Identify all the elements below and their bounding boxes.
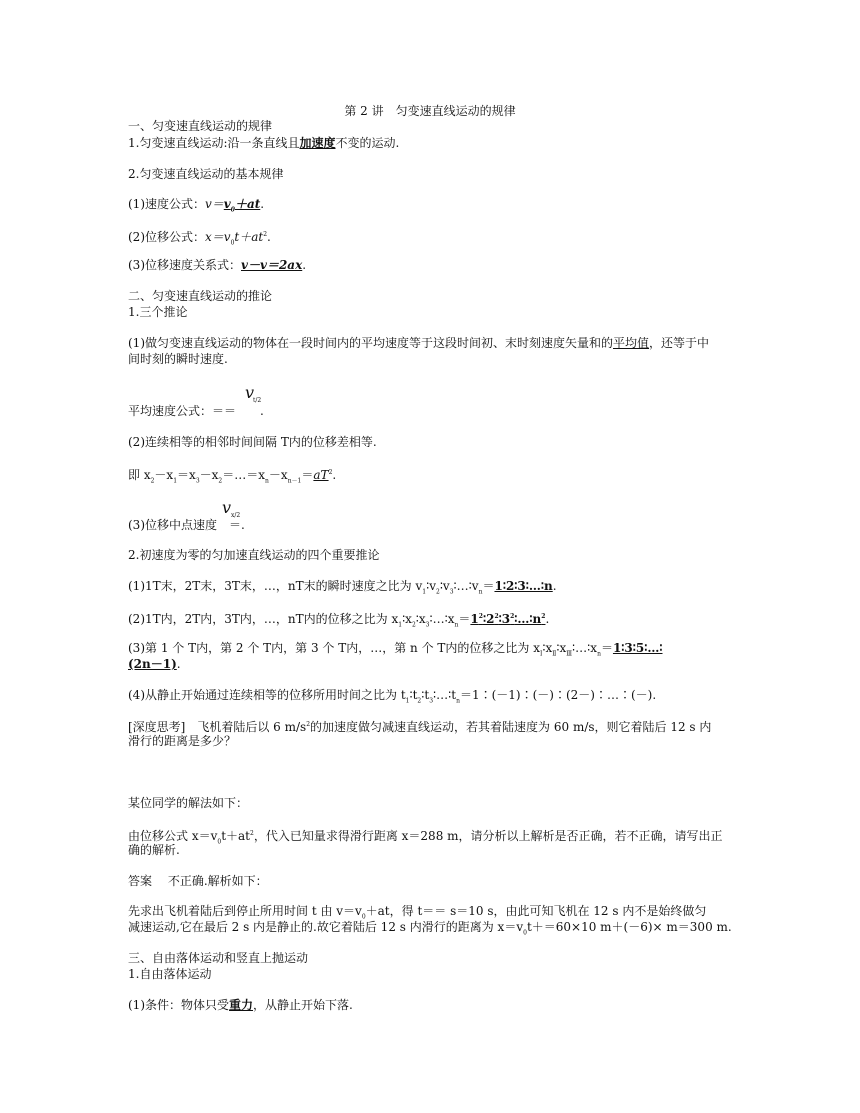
midpoint-velocity-symbol: v xyxy=(222,498,232,517)
formula-text: t＋at xyxy=(234,230,264,244)
ratio-text: (4)从静止开始通过连续相等的位移所用时间之比为 t xyxy=(128,688,406,702)
keyword-part: ∶3 xyxy=(498,612,511,626)
solution-text: 由位移公式 x＝v xyxy=(128,829,218,843)
section-1-heading: 一、匀变速直线运动的规律 xyxy=(128,119,273,133)
subscript: Ⅲ xyxy=(566,650,573,658)
inference-1-line-2: 间时刻的瞬时速度. xyxy=(128,352,228,366)
three-inferences-heading: 1.三个推论 xyxy=(128,305,188,319)
underlined-term: aT xyxy=(313,468,329,482)
superscript: 2 xyxy=(494,613,499,620)
solution-text: ，代入已知量求得滑行距离 x＝288 m，请分析以上解析是否正确，若不正确，请写出正 xyxy=(253,829,723,843)
displacement-difference-formula xyxy=(128,465,336,489)
condition-text: ，从静止开始下落. xyxy=(253,998,353,1012)
subscript: 0 xyxy=(230,239,235,247)
answer-text: 先求出飞机着陆后到停止所用时间 t 由 v＝v xyxy=(128,904,362,918)
formula-label: (3)位移速度关系式： xyxy=(128,258,241,272)
subscript: n xyxy=(265,477,269,485)
ratio-text: ∶v xyxy=(426,579,436,593)
ratio-text: ∶x xyxy=(402,612,412,626)
ratio-text: ＝ xyxy=(482,579,495,593)
subscript: 1 xyxy=(405,697,410,705)
subscript: 0 xyxy=(230,206,235,214)
ratio-text: (2)1T内，2T内，3T内，…，nT内的位移之比为 x xyxy=(128,612,399,626)
formula-text: －x xyxy=(199,468,219,482)
keyword: 重力 xyxy=(229,998,254,1012)
formula-text: x＝v xyxy=(205,230,231,244)
velocity-formula xyxy=(128,196,264,218)
underlined-term: 平均值 xyxy=(613,336,650,350)
subscript: 2 xyxy=(150,477,155,485)
answer-text: 减速运动,它在最后 2 s 内是静止的.故它着陆后 12 s 内滑行的距离为 x＝v xyxy=(128,920,524,934)
ratio-end: . xyxy=(545,612,550,626)
keyword xyxy=(470,612,545,626)
ratio-text: ∶…∶t xyxy=(433,688,457,702)
ratio-text: ＝1∶(－1)∶(－)∶(2－)∶…∶(－). xyxy=(459,688,657,702)
four-inferences-heading: 2.初速度为零的匀加速直线运动的四个重要推论 xyxy=(128,548,380,562)
definition-line xyxy=(128,135,399,151)
subscript: 1 xyxy=(398,621,403,629)
formula-text: ＝x xyxy=(177,468,196,482)
superscript: 2 xyxy=(306,721,311,728)
inference-2: (2)连续相等的相邻时间间隔 T内的位移差相等. xyxy=(128,435,377,449)
question-text: 的加速度做匀减速直线运动，若其着陆速度为 60 m/s，则它着陆后 12 s 内 xyxy=(310,720,712,734)
formula-label: (2)位移公式： xyxy=(128,230,205,244)
ratio-displacement-cumulative xyxy=(128,609,549,633)
answer-line-2 xyxy=(128,919,732,941)
ratio-end: . xyxy=(552,579,557,593)
superscript: 2 xyxy=(250,830,254,837)
subscript: 2 xyxy=(417,697,422,705)
formula-end: . xyxy=(260,404,264,418)
subscript: 3 xyxy=(449,588,454,596)
keyword: (2n－1) xyxy=(128,657,177,671)
subscript: 1 xyxy=(173,477,178,485)
ratio-text: ∶x xyxy=(556,641,567,655)
ratio-text: (3)第 1 个 T内，第 2 个 T内，第 3 个 T内，…，第 n 个 T内的位移之比为 x xyxy=(128,641,541,655)
ratio-time xyxy=(128,687,656,709)
formula-end: ＝. xyxy=(229,518,245,532)
definition-text: 1.匀变速直线运动:沿一条直线且 xyxy=(128,136,300,150)
student-solution-cont: 确的解析. xyxy=(128,843,180,857)
displacement-formula xyxy=(128,227,271,251)
velocity-displacement-formula xyxy=(128,257,306,273)
student-solution-intro: 某位同学的解法如下： xyxy=(128,796,249,810)
deep-thinking-question-cont: 滑行的距离是多少？ xyxy=(128,734,237,748)
ratio-text: ＝ xyxy=(458,612,471,626)
ratio-text: ∶…∶x xyxy=(572,641,598,655)
ratio-text: ∶x xyxy=(415,612,426,626)
ratio-text: ∶v xyxy=(439,579,450,593)
superscript: 2 xyxy=(541,613,546,620)
midpoint-velocity-formula xyxy=(128,517,245,533)
ratio-text: ∶t xyxy=(409,688,418,702)
subscript: n xyxy=(454,621,459,629)
inference-1-line-1 xyxy=(128,335,709,351)
page-title: 第 2 讲 匀变速直线运动的规律 xyxy=(344,104,516,118)
keyword-part: v xyxy=(223,197,231,211)
formula-label: (3)位移中点速度 xyxy=(128,518,217,532)
subscript: 1 xyxy=(422,588,427,596)
superscript: 2 xyxy=(328,469,333,476)
ratio-displacement-interval xyxy=(128,640,663,662)
formula-label: 平均速度公式：＝＝ xyxy=(128,404,237,418)
formula-end: . xyxy=(302,258,307,272)
ratio-text: ∶…∶v xyxy=(453,579,479,593)
ratio-text: ∶x xyxy=(542,641,553,655)
keyword: 1∶3∶5∶…∶ xyxy=(612,641,663,655)
answer-text: ＋at，得 t＝＝ s＝10 s，由此可知飞机在 12 s 内不是始终做匀 xyxy=(365,904,707,918)
keyword: 加速度 xyxy=(299,136,336,150)
keyword-part: ∶…∶n xyxy=(514,612,542,626)
section-3-heading: 三、自由落体运动和竖直上抛运动 xyxy=(128,951,309,965)
inference-text: ，还等于中 xyxy=(649,336,710,350)
subscript: n xyxy=(478,588,483,596)
formula-text: －x xyxy=(154,468,174,482)
formula-text: v＝ xyxy=(205,197,224,211)
keyword-part: ＋at xyxy=(234,197,261,211)
formula-text: －x xyxy=(268,468,288,482)
average-velocity-formula xyxy=(128,403,264,419)
superscript: 2 xyxy=(510,613,515,620)
subscript: 3 xyxy=(425,621,430,629)
keyword xyxy=(223,197,261,214)
formula-end: . xyxy=(332,468,337,482)
formula-end: . xyxy=(260,197,265,211)
formula-text: ＝ xyxy=(301,468,314,482)
subscript: Ⅰ xyxy=(540,650,543,658)
ratio-velocity xyxy=(128,578,557,600)
formula-text: 即 x xyxy=(128,468,151,482)
subscript: n xyxy=(597,650,601,658)
subscript: 0 xyxy=(217,838,222,846)
subscript: 2 xyxy=(435,588,440,596)
subscript: n－1 xyxy=(287,477,302,485)
condition-text: (1)条件：物体只受 xyxy=(128,998,229,1012)
ratio-text: ∶…∶x xyxy=(429,612,455,626)
superscript: 2 xyxy=(263,231,268,238)
midpoint-velocity-subscript: x/2 xyxy=(231,512,241,519)
ratio-displacement-interval-cont xyxy=(128,656,181,672)
ratio-text: ＝ xyxy=(600,641,613,655)
free-fall-heading: 1.自由落体运动 xyxy=(128,967,212,981)
subscript: 2 xyxy=(218,477,223,485)
solution-text: t＋at xyxy=(221,829,251,843)
answer-label: 答案 不正确.解析如下： xyxy=(128,874,268,888)
inference-text: (1)做匀变速直线运动的物体在一段时间内的平均速度等于这段时间初、末时刻速度矢量和的 xyxy=(128,336,614,350)
formula-text: ＝…＝x xyxy=(222,468,266,482)
formula-end: . xyxy=(267,230,271,244)
keyword-part: ∶2 xyxy=(482,612,495,626)
student-solution xyxy=(128,826,723,850)
question-text: [深度思考] 飞机着陆后以 6 m/s xyxy=(128,720,307,734)
ratio-text: (1)1T末，2T末，3T末，…，nT末的瞬时速度之比为 v xyxy=(128,579,423,593)
subscript: 3 xyxy=(195,477,200,485)
keyword: v－v＝2ax xyxy=(241,258,303,272)
subscript: 0 xyxy=(523,929,527,937)
subscript: Ⅱ xyxy=(552,650,557,658)
keyword-part: 1 xyxy=(470,612,479,626)
average-velocity-symbol: v xyxy=(245,383,255,402)
definition-text: 不变的运动. xyxy=(335,136,400,150)
subscript: 0 xyxy=(361,913,366,921)
average-velocity-subscript: t/2 xyxy=(253,397,262,404)
subscript: 3 xyxy=(429,697,434,705)
section-2-heading: 二、匀变速直线运动的推论 xyxy=(128,289,273,303)
keyword: 1∶2∶3∶…∶n xyxy=(494,579,553,593)
ratio-end: . xyxy=(176,657,181,671)
superscript: 2 xyxy=(478,613,483,620)
formula-label: (1)速度公式： xyxy=(128,197,205,211)
answer-text: t＋＝60×10 m＋(－6)× m＝300 m. xyxy=(526,920,732,934)
ratio-text: ∶t xyxy=(421,688,430,702)
subscript: 2 xyxy=(411,621,416,629)
laws-heading: 2.匀变速直线运动的基本规律 xyxy=(128,167,284,181)
subscript: n xyxy=(456,697,460,705)
free-fall-condition xyxy=(128,997,353,1013)
